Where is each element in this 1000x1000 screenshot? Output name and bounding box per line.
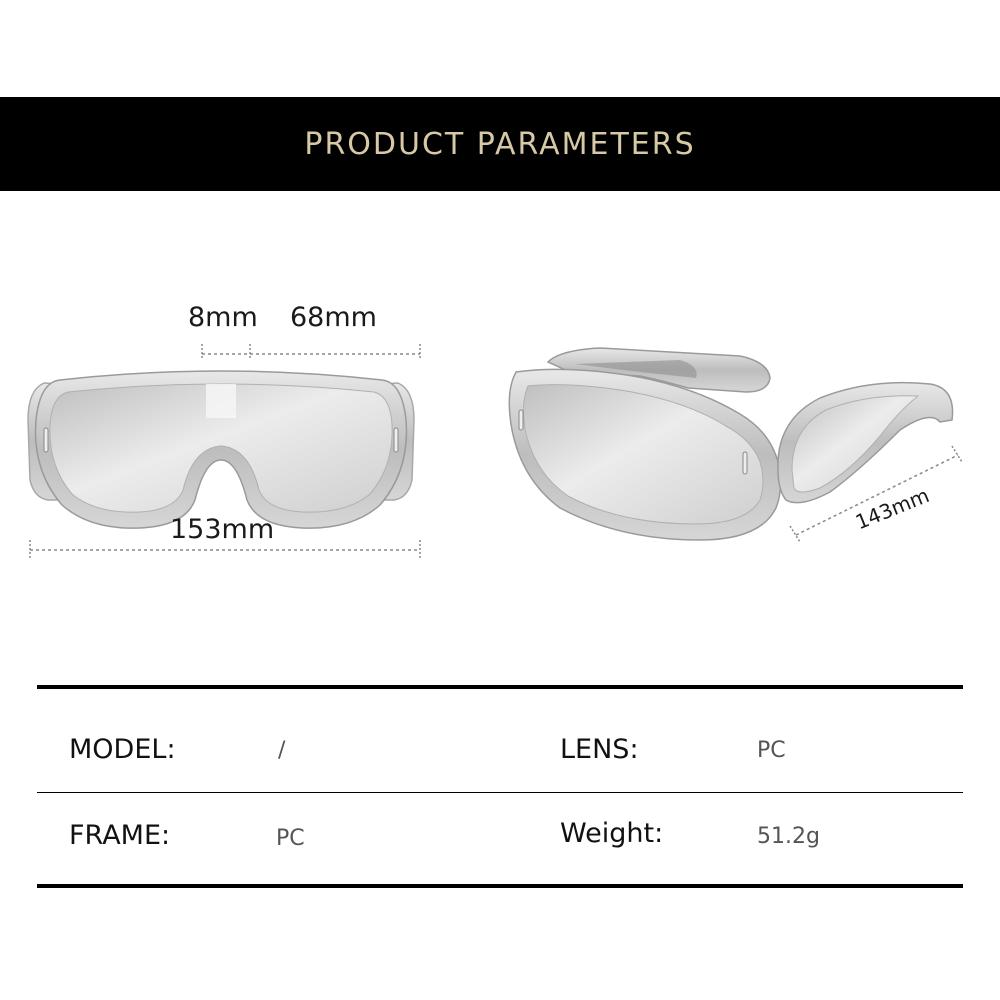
specs-middle-rule (37, 792, 963, 793)
specs-top-rule (37, 685, 963, 689)
spec-value-frame: PC (276, 826, 305, 851)
frame-width-label: 153mm (170, 514, 275, 545)
spec-value-weight: 51.2g (757, 824, 820, 849)
spec-label-frame: FRAME: (69, 820, 171, 851)
specs-bottom-rule (37, 884, 963, 888)
spec-value-model: / (278, 738, 286, 763)
spec-value-lens: PC (757, 738, 786, 763)
spec-label-lens: LENS: (560, 734, 639, 765)
bridge-width-label: 8mm (188, 302, 258, 333)
spec-label-model: MODEL: (69, 734, 176, 765)
banner-title: PRODUCT PARAMETERS (304, 126, 696, 162)
bridge-highlight (206, 384, 236, 418)
temple-length-label: 143mm (852, 483, 933, 535)
lens-width-label: 68mm (290, 302, 377, 333)
spec-label-weight: Weight: (560, 818, 664, 849)
